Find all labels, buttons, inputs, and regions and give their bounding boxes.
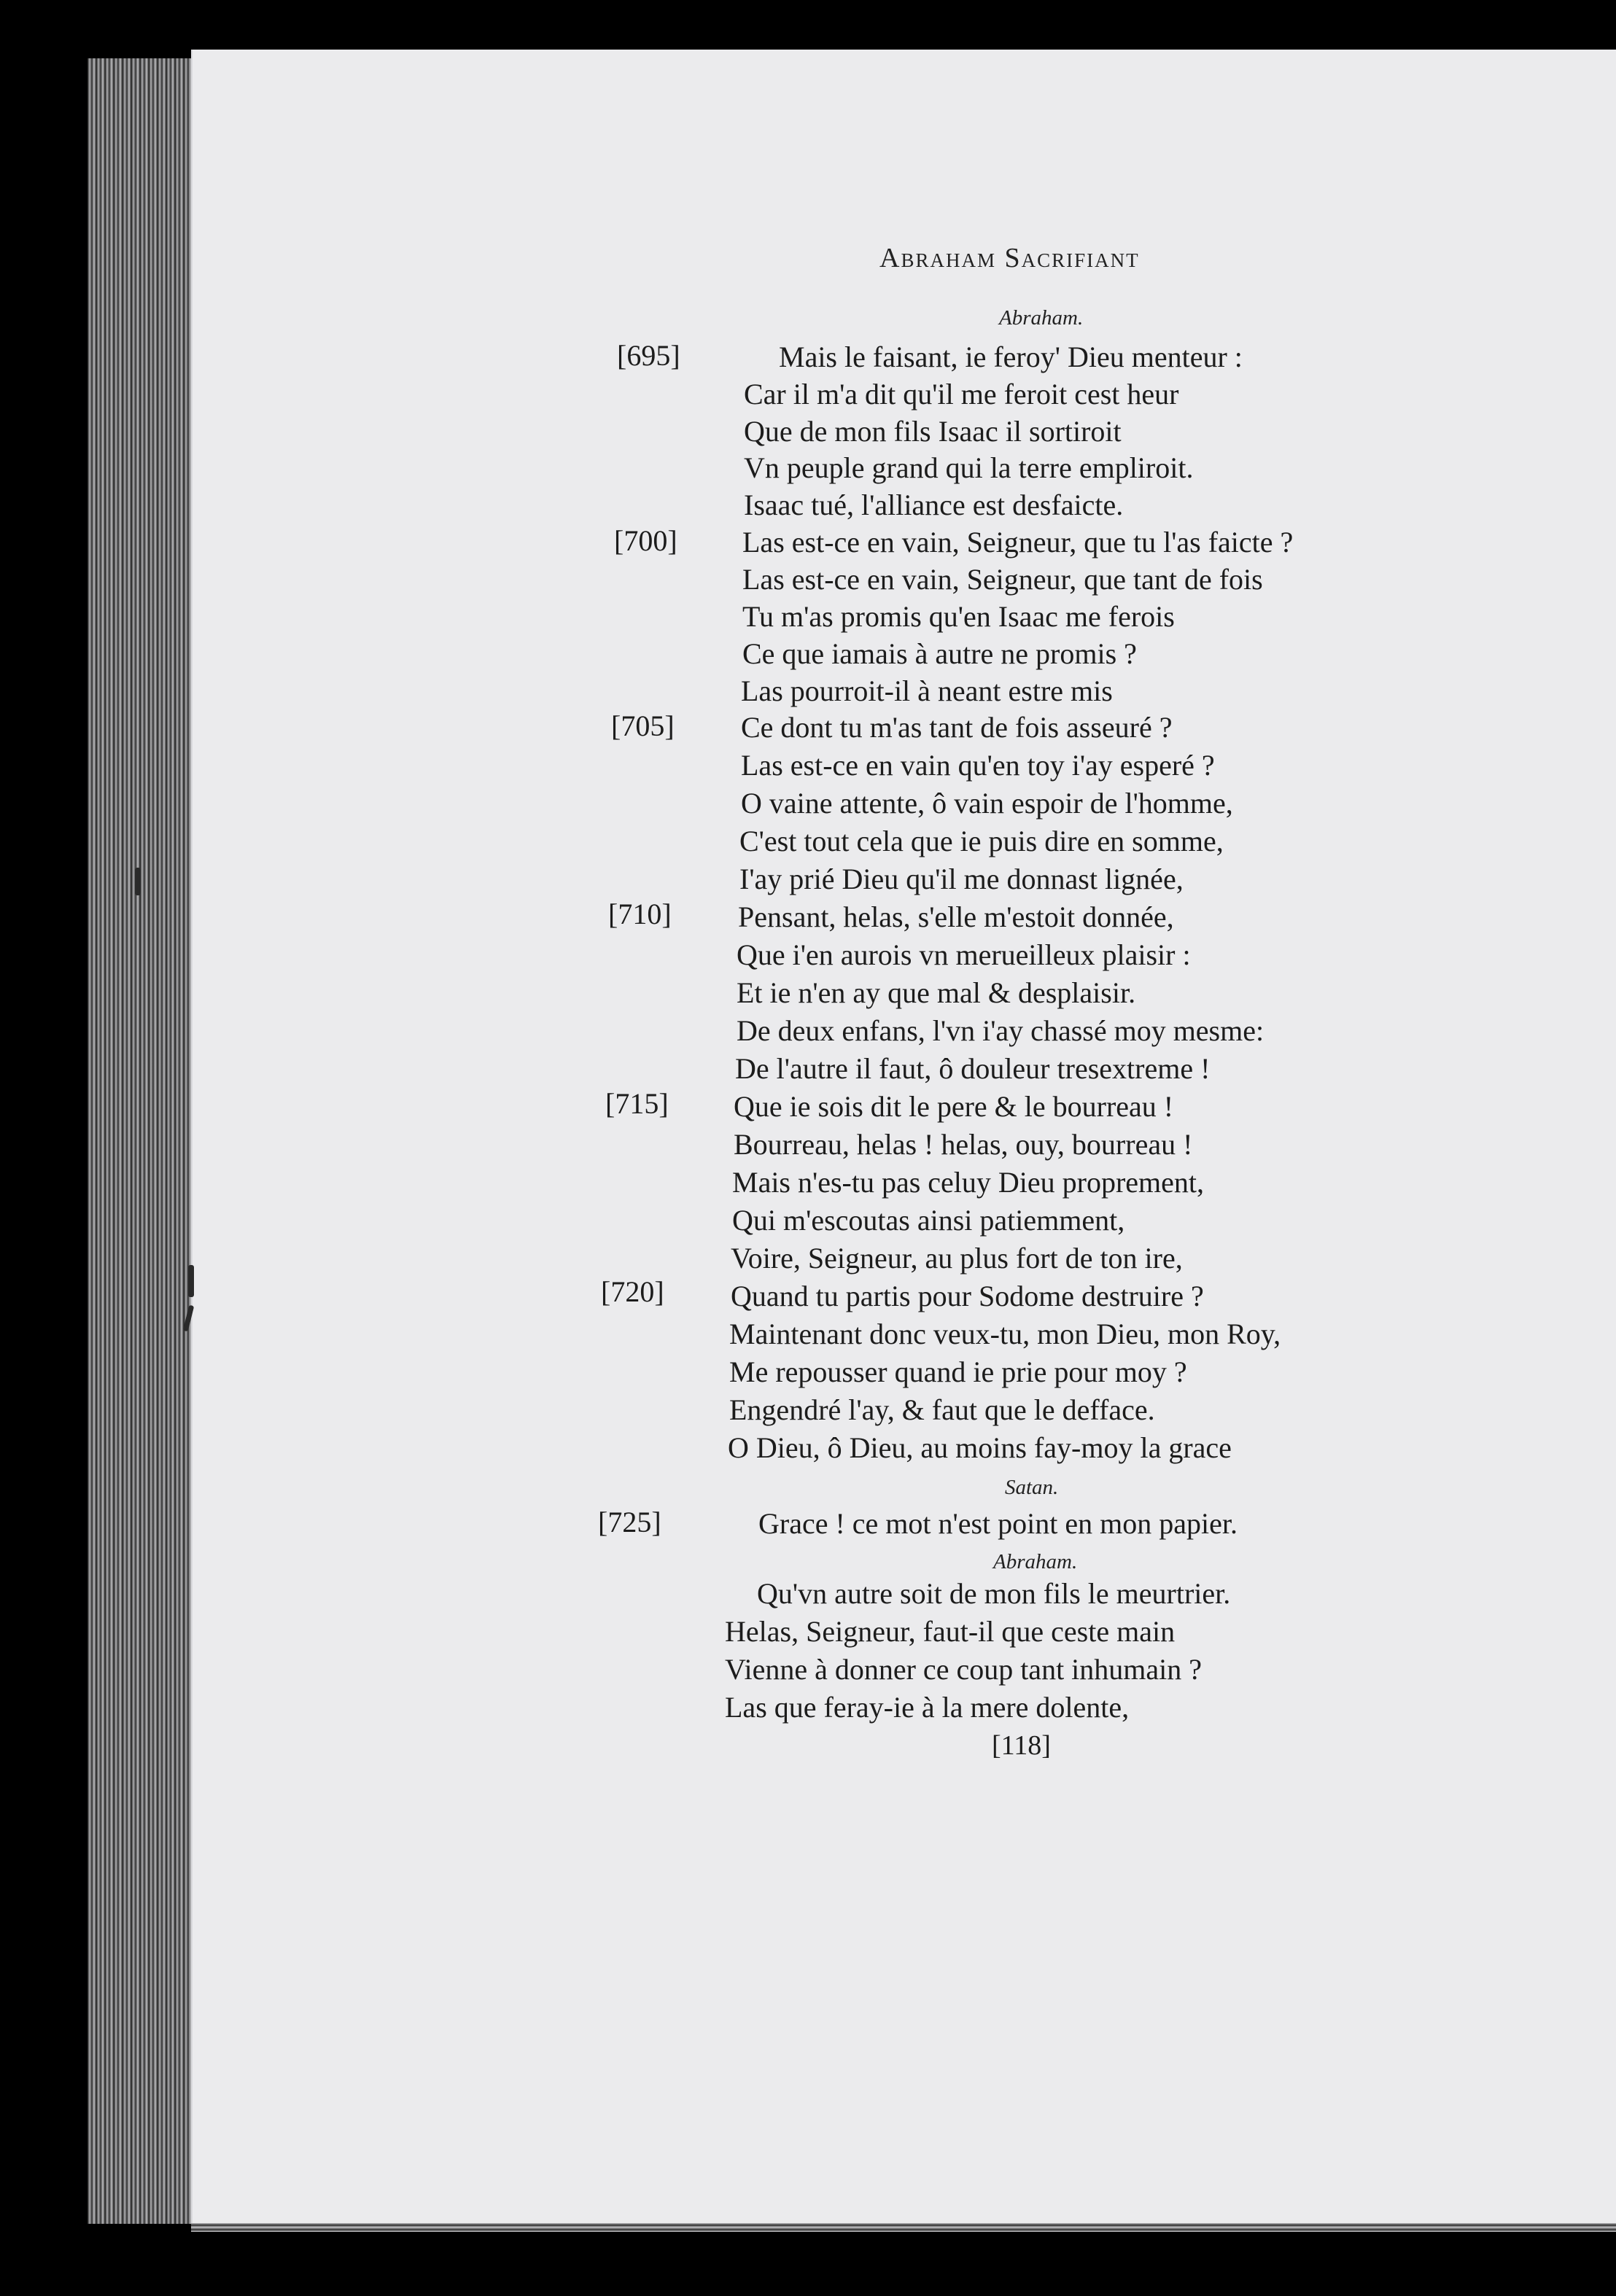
verse-line: O Dieu, ô Dieu, au moins fay-moy la grace [728, 1431, 1232, 1464]
verse-line: Me repousser quand ie prie pour moy ? [729, 1355, 1187, 1388]
line-number: [705] [611, 709, 675, 742]
verse-line: Helas, Seigneur, faut-il que ceste main [725, 1615, 1176, 1648]
verse-line: Vn peuple grand qui la terre empliroit. [744, 451, 1194, 484]
verse-line: Que ie sois dit le pere & le bourreau ! [734, 1090, 1174, 1123]
line-number: [720] [601, 1275, 664, 1308]
running-head: Abraham Sacrifiant [879, 243, 1140, 273]
verse-line: De deux enfans, l'vn i'ay chassé moy mesme: [737, 1014, 1265, 1047]
speaker-label: Abraham. [999, 306, 1084, 330]
verse-line: Tu m'as promis qu'en Isaac me ferois [742, 600, 1175, 633]
verse-line: Bourreau, helas ! helas, ouy, bourreau ! [734, 1128, 1193, 1161]
verse-line: Engendré l'ay, & faut que le defface. [729, 1393, 1155, 1426]
verse-line: Grace ! ce mot n'est point en mon papier. [758, 1507, 1238, 1540]
verse-line: Ce que iamais à autre ne promis ? [742, 637, 1137, 670]
page-number: [118] [992, 1730, 1051, 1761]
book-bottom-edge [191, 2223, 1616, 2232]
verse-line: Mais le faisant, ie feroy' Dieu menteur : [779, 340, 1243, 373]
line-number: [710] [608, 898, 672, 930]
verse-line: Quand tu partis pour Sodome destruire ? [731, 1280, 1204, 1312]
verse-line: I'ay prié Dieu qu'il me donnast lignée, [739, 863, 1184, 895]
verse-line: De l'autre il faut, ô douleur tresextreme ! [735, 1052, 1211, 1085]
verse-line: Isaac tué, l'alliance est desfaicte. [744, 489, 1124, 521]
verse-line: Las est-ce en vain, Seigneur, que tu l'as faicte ? [742, 526, 1294, 559]
line-number: [695] [617, 339, 680, 372]
verse-line: Mais n'es-tu pas celuy Dieu proprement, [732, 1166, 1205, 1199]
verse-line: Car il m'a dit qu'il me feroit cest heur [744, 378, 1179, 410]
verse-line: Las est-ce en vain qu'en toy i'ay esperé ? [741, 749, 1215, 782]
margin-mark [135, 868, 141, 895]
speaker-label: Abraham. [993, 1550, 1078, 1573]
verse-line: Vienne à donner ce coup tant inhumain ? [725, 1653, 1203, 1686]
verse-line: Voire, Seigneur, au plus fort de ton ire, [731, 1242, 1183, 1275]
line-number: [725] [598, 1506, 661, 1538]
line-number: [700] [614, 524, 677, 557]
verse-line: Que i'en aurois vn merueilleux plaisir : [737, 938, 1191, 971]
verse-line: Pensant, helas, s'elle m'estoit donnée, [738, 900, 1174, 933]
verse-line: Las pourroit-il à neant estre mis [741, 674, 1113, 707]
verse-line: Las est-ce en vain, Seigneur, que tant de fois [742, 563, 1263, 596]
verse-line: Que de mon fils Isaac il sortiroit [744, 415, 1122, 448]
verse-line: Qui m'escoutas ainsi patiemment, [732, 1204, 1125, 1237]
verse-line: C'est tout cela que ie puis dire en somme, [739, 825, 1224, 857]
verse-line: Et ie n'en ay que mal & desplaisir. [737, 976, 1136, 1009]
book-page-edges [88, 58, 197, 2224]
speaker-label: Satan. [1005, 1476, 1059, 1499]
verse-line: O vaine attente, ô vain espoir de l'homme, [741, 787, 1233, 820]
margin-mark [188, 1265, 194, 1297]
line-number: [715] [605, 1087, 669, 1120]
verse-line: Maintenant donc veux-tu, mon Dieu, mon Roy, [729, 1318, 1281, 1350]
verse-line: Qu'vn autre soit de mon fils le meurtrier. [757, 1577, 1231, 1610]
verse-line: Ce dont tu m'as tant de fois asseuré ? [741, 711, 1173, 744]
verse-line: Las que feray-ie à la mere dolente, [725, 1691, 1130, 1724]
